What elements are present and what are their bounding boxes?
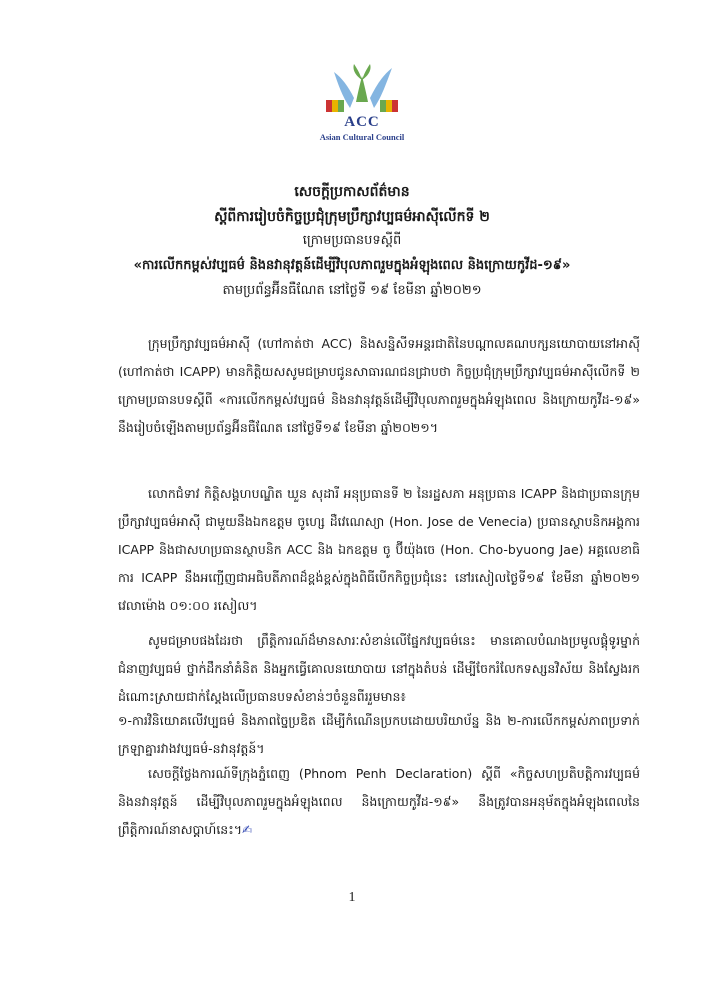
date-line: តាមប្រព័ន្ធអ៊ីនធឺណែត នៅថ្ងៃទី ១៩ ខែមីនា ឆ្នាំ២០២១ (222, 283, 482, 298)
initial-mark: ✍ (241, 822, 253, 837)
paragraph-2: លោកជំទាវ កិត្តិសង្គហបណ្ឌិត ឃួន សុដារី អនុប្រធានទី ២ នៃរដ្ឋសភា អនុប្រធាន ICAPP និងជាប្រធានក្រុមប្រឹក្សាវប្បធម៌អាស៊ី ជាមួយនឹងឯកឧត្តម ចូហ្សេ ដឺវេណេស្យា (Hon. Jose de Venecia) ប្រធានស្ថាបនិកអង្គការ ICAPP និងជាសហប្រធានស្ថាបនិក ACC និង ឯកឧត្តម ចូ ប៊ីយ៉ុងចេ (Hon. Cho-byuong Jae) អគ្គលេខាធិការ ICAPP នឹងអញ្ជើញជាអធិបតីភាពដ៏ខ្ពង់ខ្ពស់ក្នុងពិធីបើកកិច្ចប្រជុំនេះ នៅរសៀលថ្ងៃទី១៩ ខែមីនា ឆ្នាំ២០២១ វេលាម៉ោង ០១:០០ រសៀល។ (118, 486, 640, 613)
logo-subtitle: Asian Cultural Council (319, 132, 405, 142)
paragraph-4: ១-ការវិនិយោគលើវប្បធម៌ និងភាពច្នៃប្រឌិត ដើម្បីកំណើនប្រកបដោយបរិយាប័ន្ន និង ២-ការលើកកម្ពស់ភាពប្រទាក់ក្រឡាគ្នារវាងវប្បធម៌-នវានុវត្តន៍។ (118, 713, 640, 756)
logo-acc-text: ACC (344, 114, 380, 130)
press-release-title: សេចក្តីប្រកាសព័ត៌មាន (294, 184, 410, 200)
meeting-title: ស្តីពីការរៀបចំកិច្ចប្រជុំក្រុមប្រឹក្សាវប្បធម៌អាស៊ីលើកទី ២ (214, 209, 490, 225)
theme-title: «ការលើកកម្ពស់វប្បធម៌ និងនវានុវត្តន៍ដើម្បីវិបុលភាពរួមក្នុងអំឡុងពេល និងក្រោយកូវីដ-១៩» (133, 258, 571, 273)
theme-intro: ក្រោមប្រធានបទស្តីពី (302, 233, 402, 248)
paragraph-3: សូមជម្រាបផងដែរថា ព្រឹត្តិការណ៍ដ៏មានសារៈសំខាន់លើផ្នែកវប្បធម៌នេះ មានគោលបំណងប្រមូលផ្តុំទូរម្នាក់ជំនាញវប្បធម៌ ថ្នាក់ដឹកនាំគំនិត និងអ្នកធ្វើគោលនយោបាយ នៅក្នុងតំបន់ ដើម្បីចែករំលែកទស្សនវិស័យ និងស្វែងរកដំណោះស្រាយជាក់ស្តែងលើប្រធានបទសំខាន់ៗចំនួនពីររួមមាន៖ (118, 633, 640, 704)
acc-logo (312, 58, 412, 150)
paragraph-5 (118, 760, 640, 844)
paragraph-1: ក្រុមប្រឹក្សាវប្បធម៌អាស៊ី (ហៅកាត់ថា ACC) និងសន្និសីទអន្តរជាតិនៃបណ្តាលគណបក្សនយោបាយនៅអាស៊ី (ហៅកាត់ថា ICAPP) មានកិត្តិយសសូមជម្រាបជូនសាធារណជនជ្រាបថា កិច្ចប្រជុំក្រុមប្រឹក្សាវប្បធម៌អាស៊ីលើកទី ២ ក្រោមប្រធានបទស្តីពី «ការលើកកម្ពស់វប្បធម៌ និងនវានុវត្តន៍ដើម្បីវិបុលភាពរួមក្នុងអំឡុងពេល និងក្រោយកូវីដ-១៩» នឹងរៀបចំឡើងតាមប្រព័ន្ធអ៊ីនធឺណែត នៅថ្ងៃទី១៩ ខែមីនា ឆ្នាំ២០២១។ (118, 336, 640, 435)
paragraph-5-text: សេចក្តីថ្លែងការណ៍ទីក្រុងភ្នំពេញ (Phnom Penh Declaration) ស្តីពី «កិច្ចសហប្រតិបត្តិការវប្បធម៌ និងនវានុវត្តន៍ ដើម្បីវិបុលភាពរួមក្នុងអំឡុងពេល និងក្រោយកូវីដ-១៩» នឹងត្រូវបានអនុម័តក្នុងអំឡុងពេលនៃព្រឹត្តិការណ៍នាសប្តាហ៍នេះ។ (118, 766, 640, 837)
raised-hands-logo-icon (312, 58, 412, 114)
page-number: 1 (348, 890, 356, 905)
